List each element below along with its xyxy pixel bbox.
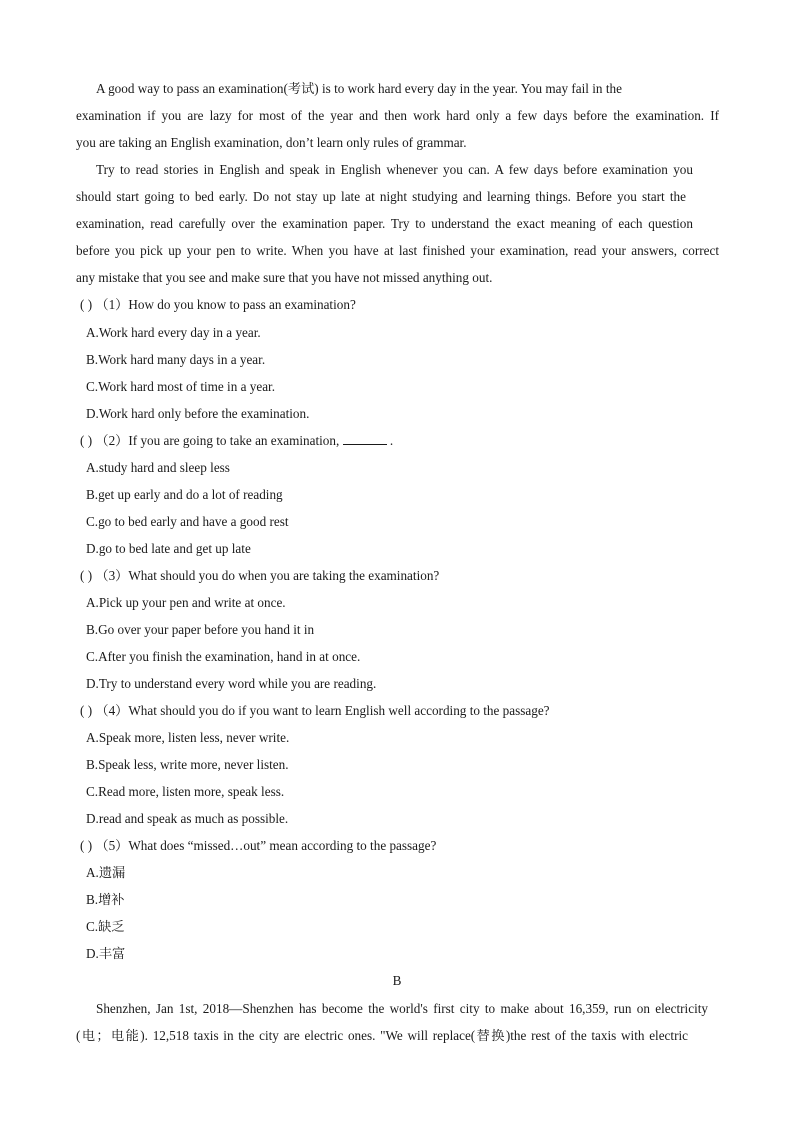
passage-a-p2-line4: before you pick up your pen to write. When you have at last finished your examination, read your answers, correct [76, 243, 719, 258]
option-2b: B.get up early and do a lot of reading [86, 487, 283, 502]
option-1a: A.Work hard every day in a year. [86, 325, 261, 340]
option-5d: D.丰富 [86, 946, 126, 961]
option-5b: B.增补 [86, 892, 125, 907]
option-3d: D.Try to understand every word while you are reading. [86, 676, 377, 691]
answer-bracket[interactable]: ( ) [80, 838, 93, 853]
option-5c: C.缺乏 [86, 919, 125, 934]
option-5a: A.遗漏 [86, 865, 126, 880]
question-3 [80, 567, 439, 585]
question-5 [80, 837, 436, 855]
option-4a: A.Speak more, listen less, never write. [86, 730, 290, 745]
option-4c: C.Read more, listen more, speak less. [86, 784, 285, 799]
option-3a: A.Pick up your pen and write at once. [86, 595, 286, 610]
passage-a-p1-line1: A good way to pass an examination(考试) is to work hard every day in the year. You may fail in the [96, 81, 622, 96]
answer-bracket[interactable]: ( ) [80, 433, 93, 448]
question-2 [80, 432, 393, 450]
section-b-heading: B [392, 973, 402, 988]
passage-a-p1-line2: examination if you are lazy for most of the year and then work hard only a few days before the examination. If [76, 108, 719, 123]
fill-in-blank[interactable] [343, 432, 387, 445]
option-3b: B.Go over your paper before you hand it in [86, 622, 315, 637]
question-stem: （1）How do you know to pass an examination? [95, 297, 356, 312]
answer-bracket[interactable]: ( ) [80, 568, 93, 583]
option-2d: D.go to bed late and get up late [86, 541, 251, 556]
option-4b: B.Speak less, write more, never listen. [86, 757, 289, 772]
question-stem: （5）What does “missed…out” mean according to the passage? [95, 838, 437, 853]
section-b-line1: Shenzhen, Jan 1st, 2018—Shenzhen has become the world's first city to make about 16,359, run on electricity [96, 1001, 708, 1016]
section-b-line2: (电；电能). 12,518 taxis in the city are electric ones. "We will replace(替换)the rest of the taxis with electric [76, 1028, 688, 1043]
question-stem: （3）What should you do when you are taking the examination? [95, 568, 440, 583]
option-1c: C.Work hard most of time in a year. [86, 379, 276, 394]
passage-a-p2-line3: examination, read carefully over the examination paper. Try to understand the exact meaning of each question [76, 216, 693, 231]
option-3c: C.After you finish the examination, hand in at once. [86, 649, 361, 664]
option-2a: A.study hard and sleep less [86, 460, 230, 475]
question-4 [80, 702, 550, 720]
passage-a-p2-line5: any mistake that you see and make sure that you have not missed anything out. [76, 270, 493, 285]
option-1d: D.Work hard only before the examination. [86, 406, 310, 421]
answer-bracket[interactable]: ( ) [80, 297, 93, 312]
question-stem: （4）What should you do if you want to learn English well according to the passage? [95, 703, 550, 718]
passage-a-p2-line2: should start going to bed early. Do not stay up late at night studying and learning things. Before you start the [76, 189, 686, 204]
question-stem-end: . [389, 433, 394, 448]
option-4d: D.read and speak as much as possible. [86, 811, 289, 826]
passage-a-p1-line3: you are taking an English examination, don’t learn only rules of grammar. [76, 135, 467, 150]
option-2c: C.go to bed early and have a good rest [86, 514, 289, 529]
passage-a-p2-line1: Try to read stories in English and speak in English whenever you can. A few days before examination you [96, 162, 693, 177]
answer-bracket[interactable]: ( ) [80, 703, 93, 718]
question-stem: （2）If you are going to take an examination, [95, 433, 340, 448]
question-1 [80, 296, 356, 314]
option-1b: B.Work hard many days in a year. [86, 352, 266, 367]
